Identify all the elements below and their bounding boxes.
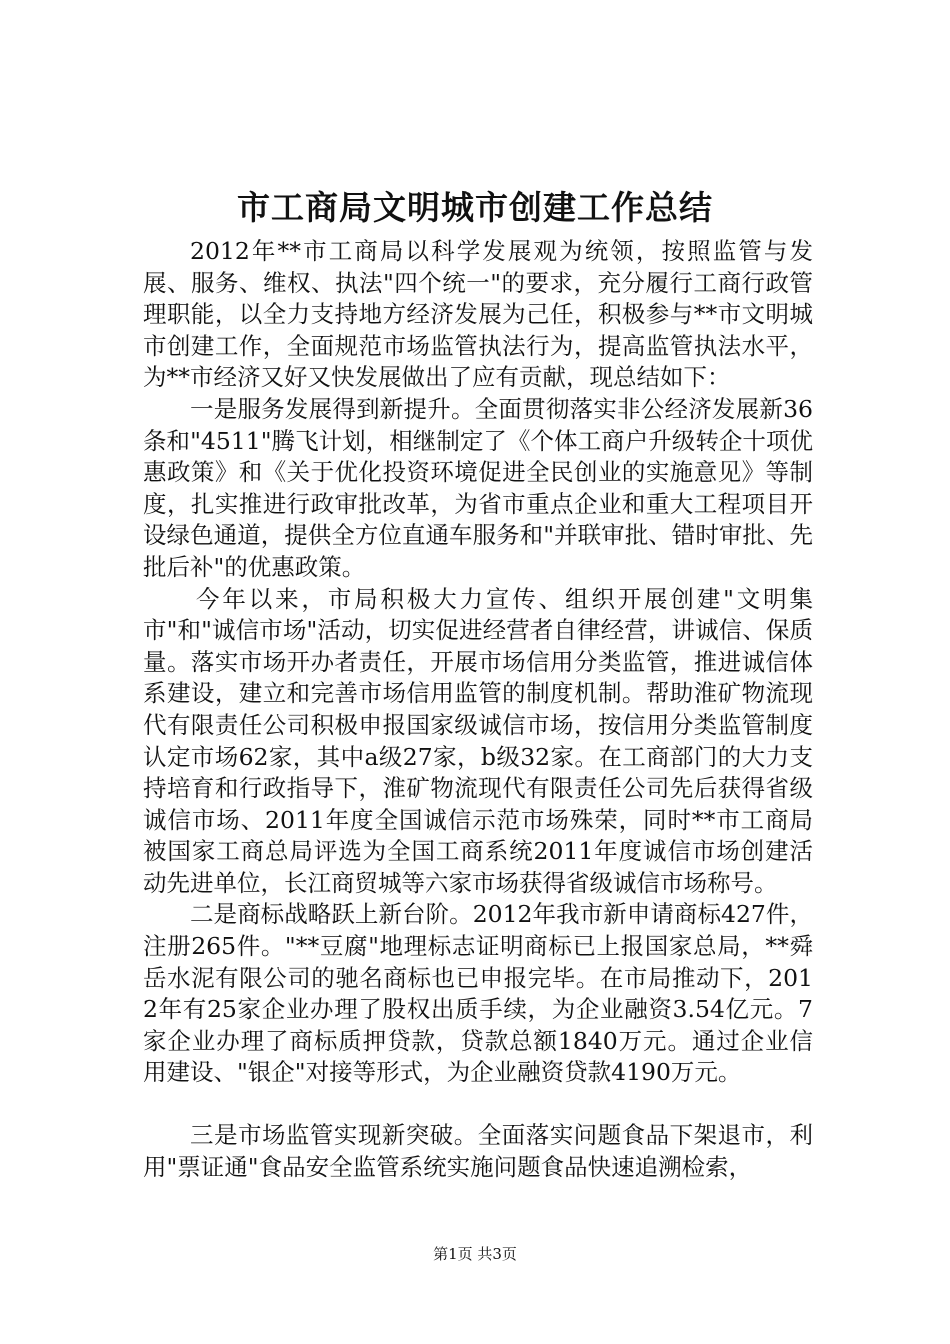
document-title: 市工商局文明城市创建工作总结 bbox=[237, 188, 713, 227]
document-body bbox=[143, 236, 813, 1183]
paragraph-credit-market: 今年以来，市局积极大力宣传、组织开展创建"文明集市"和"诚信市场"活动，切实促进经营者自律经营，讲诚信、保质量。落实市场开办者责任，开展市场信用分类监管，推进诚信体系建设，建立和完善市场信用监管的制度机制。帮助淮矿物流现代有限责任公司积极申报国家级诚信市场，按信用分类监管制度认定市场62家，其中a级27家，b级32家。在工商部门的大力支持培育和行政指导下，淮矿物流现代有限责任公司先后获得省级诚信市场、2011年度全国诚信示范市场殊荣，同时**市工商局被国家工商总局评选为全国工商系统2011年度诚信市场创建活动先进单位，长江商贸城等六家市场获得省级诚信市场称号。 bbox=[143, 584, 813, 897]
paragraph-intro: 2012年**市工商局以科学发展观为统领，按照监管与发展、服务、维权、执法"四个统一"的要求，充分履行工商行政管理职能，以全力支持地方经济发展为己任，积极参与**市文明城市创建工作，全面规范市场监管执法行为，提高监管执法水平，为**市经济又好又快发展做出了应有贡献，现总结如下： bbox=[143, 237, 813, 392]
paragraph-trademark-strategy: 二是商标战略跃上新台阶。2012年我市新申请商标427件，注册265件。"**豆腐"地理标志证明商标已上报国家总局，**舜岳水泥有限公司的驰名商标也已申报完毕。在市局推动下，2012年有25家企业办理了股权出质手续，为企业融资3.54亿元。7家企业办理了商标质押贷款，贷款总额1840万元。通过企业信用建设、"银企"对接等形式，为企业融资贷款4190万元。 bbox=[143, 900, 813, 1087]
paragraph-service-development: 一是服务发展得到新提升。全面贯彻落实非公经济发展新36条和"4511"腾飞计划，相继制定了《个体工商户升级转企十项优惠政策》和《关于优化投资环境促进全民创业的实施意见》等制度，扎实推进行政审批改革，为省市重点企业和重大工程项目开设绿色通道，提供全方位直通车服务和"并联审批、错时审批、先批后补"的优惠政策。 bbox=[143, 394, 813, 581]
page-number-footer: 第1页 共3页 bbox=[433, 1245, 517, 1263]
paragraph-market-supervision: 三是市场监管实现新突破。全面落实问题食品下架退市，利用"票证通"食品安全监管系统实施问题食品快速追溯检索， bbox=[143, 1121, 813, 1181]
